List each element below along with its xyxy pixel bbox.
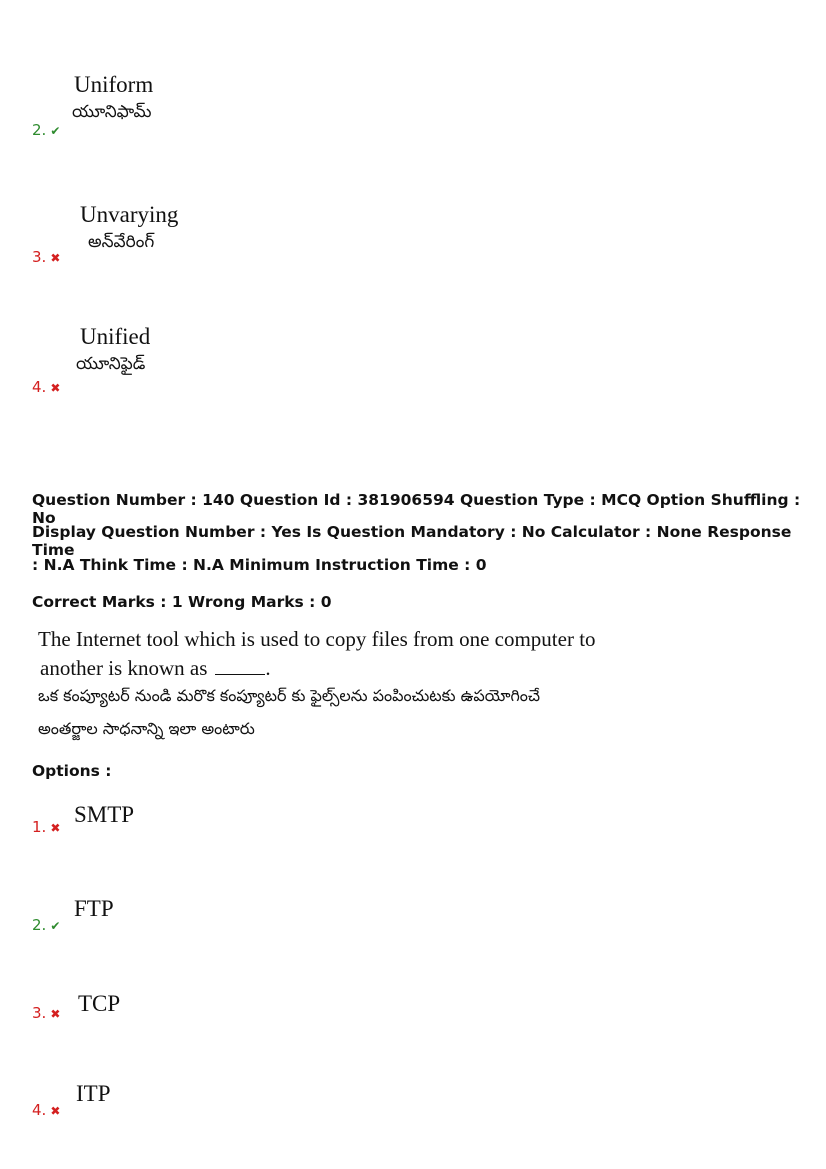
- question-text-te-line-2: అంతర్జాల సాధనాన్ని ఇలా అంటారు: [38, 719, 255, 738]
- check-icon: ✔: [50, 124, 61, 138]
- option-telugu-text: యూనిఫైడ్: [76, 354, 146, 374]
- option-telugu-text: అన్‌వేరింగ్: [88, 232, 155, 252]
- option-number: [32, 1101, 60, 1119]
- option-english-text: FTP: [74, 896, 114, 921]
- cross-icon: ✖: [50, 381, 61, 395]
- option-number: [32, 121, 60, 139]
- answer-blank: [215, 660, 265, 675]
- question-meta-line-1: Question Number : 140 Question Id : 381906594 Question Type : MCQ Option Shuffling : No: [32, 491, 801, 527]
- option-number: [32, 818, 60, 836]
- option-english-text: Uniform: [74, 72, 154, 97]
- option-number-label: 3.: [32, 248, 47, 266]
- option-english-text: SMTP: [74, 802, 135, 827]
- cross-icon: ✖: [50, 821, 61, 835]
- option-number-label: 2.: [32, 121, 47, 139]
- option-number-label: 3.: [32, 1004, 47, 1022]
- option-english-text: TCP: [78, 991, 121, 1016]
- question-text-en-line-2-label: another is known as: [40, 656, 208, 680]
- option-number-label: 1.: [32, 818, 47, 836]
- question-meta-line-2: Display Question Number : Yes Is Question Mandatory : No Calculator : None Response Time: [32, 523, 792, 559]
- cross-icon: ✖: [50, 251, 61, 265]
- option-number-label: 4.: [32, 378, 47, 396]
- question-meta-line-3: : N.A Think Time : N.A Minimum Instruction Time : 0: [32, 556, 487, 574]
- question-text-en-line-2: [40, 656, 271, 681]
- option-number: [32, 916, 60, 934]
- option-english-text: Unified: [80, 324, 151, 349]
- option-english-text: ITP: [76, 1081, 111, 1106]
- check-icon: ✔: [50, 919, 61, 933]
- question-text-te-line-1: ఒక కంప్యూటర్ నుండి మరొక కంప్యూటర్ కు ఫైల్స్‌లను పంపించుటకు ఉపయోగించే: [38, 686, 541, 705]
- option-number-label: 4.: [32, 1101, 47, 1119]
- option-number-label: 2.: [32, 916, 47, 934]
- option-number: [32, 1004, 60, 1022]
- question-text-en-end: .: [265, 656, 271, 680]
- cross-icon: ✖: [50, 1104, 61, 1118]
- question-marks: Correct Marks : 1 Wrong Marks : 0: [32, 593, 332, 611]
- options-label: Options :: [32, 762, 112, 780]
- option-number: [32, 378, 60, 396]
- cross-icon: ✖: [50, 1007, 61, 1021]
- question-text-en-line-1: The Internet tool which is used to copy files from one computer to: [38, 627, 596, 651]
- option-telugu-text: యూనిఫామ్: [72, 102, 152, 122]
- option-number: [32, 248, 60, 266]
- option-english-text: Unvarying: [80, 202, 179, 227]
